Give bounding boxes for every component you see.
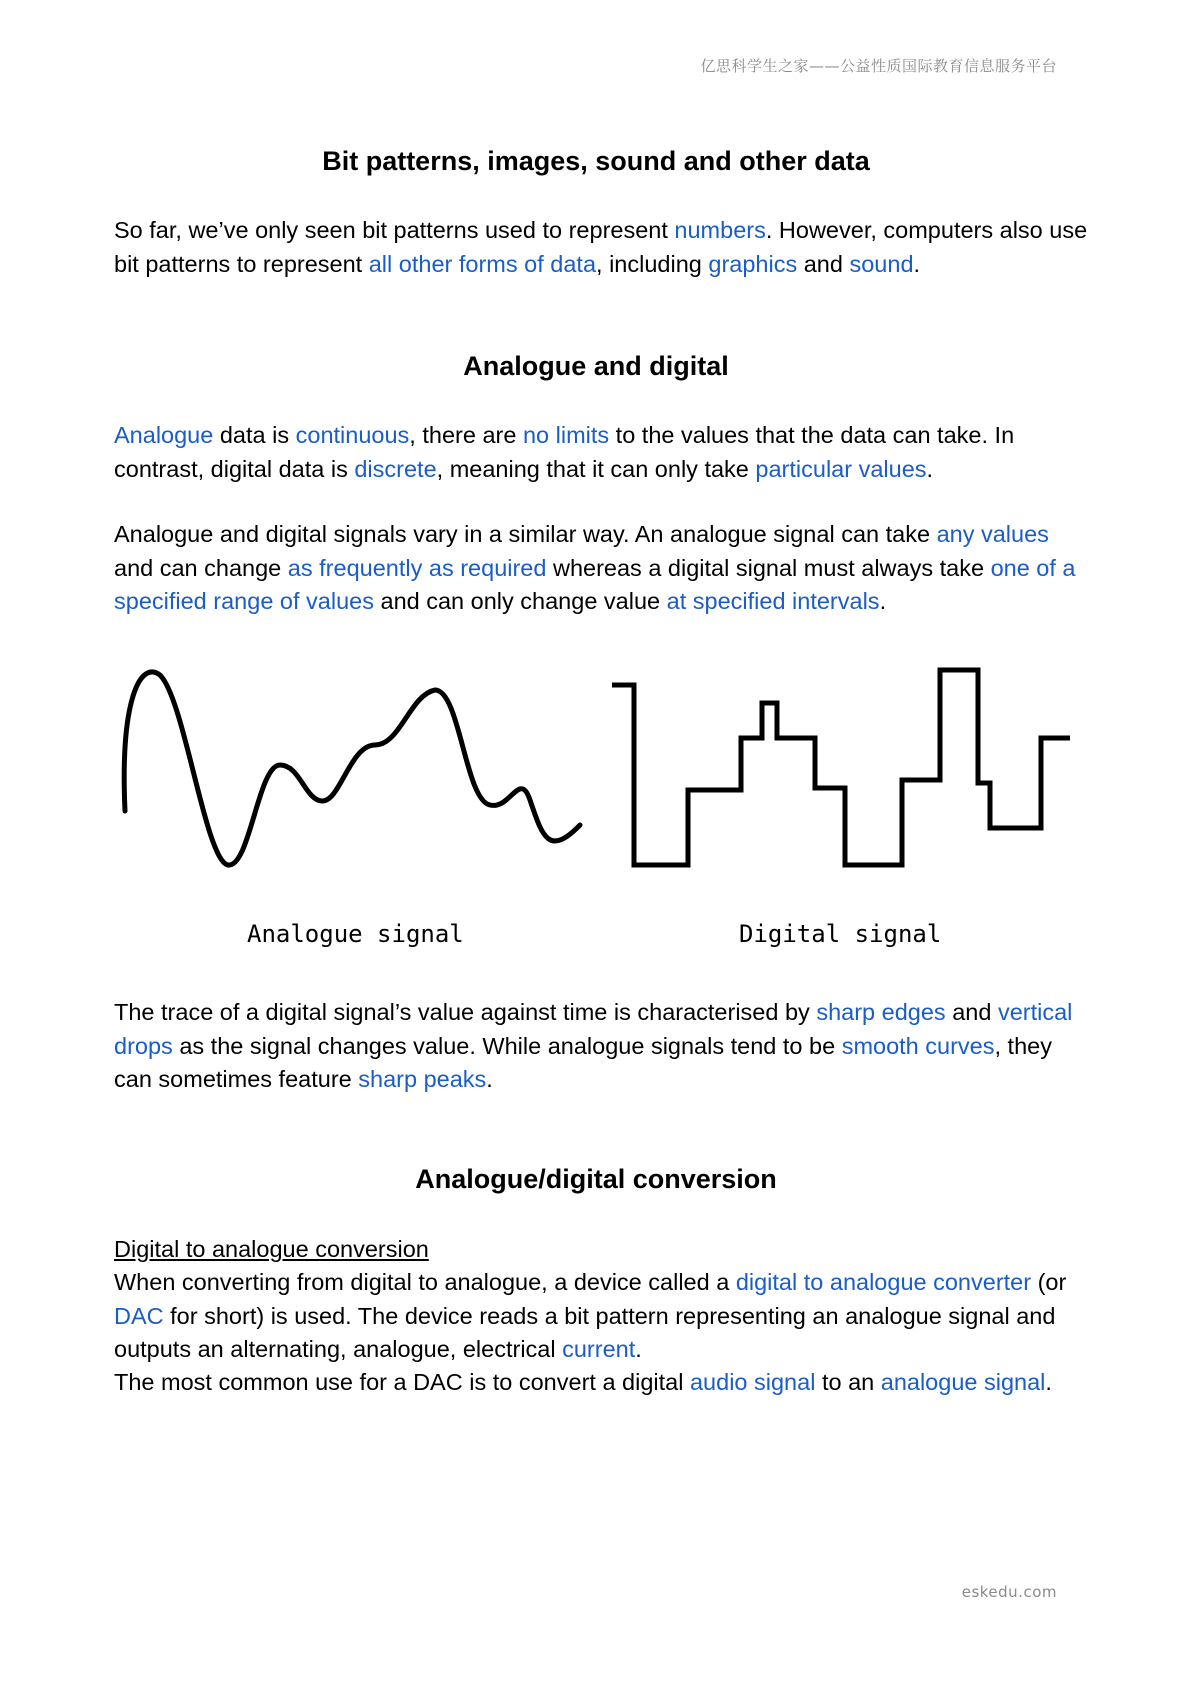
text: The most common use for a DAC is to convert a digital — [114, 1369, 690, 1395]
highlight-sharp-peaks: sharp peaks — [358, 1066, 487, 1092]
text: and — [945, 999, 998, 1025]
text: data is — [213, 422, 296, 448]
highlight-graphics: graphics — [708, 250, 798, 277]
text: . However, computers also use bit patterns to represent — [114, 217, 1088, 277]
highlight-analogue-signal: analogue signal — [880, 1369, 1046, 1395]
paragraph-dac — [114, 1266, 1094, 1367]
highlight-vertical-drops: vertical drops — [114, 999, 1073, 1059]
paragraph-dac-use — [114, 1366, 1094, 1400]
highlight-any-values: any values — [936, 521, 1049, 547]
text: to the values that the data can take. In contrast, digital data is — [114, 422, 1015, 482]
highlight-no-limits: no limits — [522, 422, 610, 448]
paragraph-analogue-definition — [114, 419, 1094, 486]
paragraph-bit-patterns — [114, 214, 1094, 281]
text: So far, we’ve only seen bit patterns used to represent — [114, 217, 675, 243]
highlight-sound: sound — [849, 250, 914, 277]
section-title-analogue-digital: Analogue and digital — [463, 351, 729, 381]
highlight-analogue: Analogue — [114, 422, 214, 448]
subheading-dac: Digital to analogue conversion — [114, 1236, 429, 1262]
text: for short) is used. The device reads a bit pattern representing an analogue signal and outputs an alternating, analogue, electrical — [114, 1302, 1056, 1362]
text: . — [879, 588, 887, 614]
highlight-specified-intervals: at specified intervals — [666, 588, 880, 614]
highlight-sharp-edges: sharp edges — [816, 999, 946, 1025]
highlight-particular-values: particular values — [755, 455, 927, 482]
analogue-wave — [124, 672, 580, 865]
digital-wave — [612, 670, 1070, 865]
highlight-all-other-forms: all other forms of data — [368, 250, 597, 277]
text: . — [913, 250, 921, 277]
section-title-conversion: Analogue/digital conversion — [415, 1164, 777, 1194]
text: and can only change value — [373, 588, 667, 614]
highlight-smooth-curves: smooth curves — [841, 1032, 995, 1059]
text: as the signal changes value. While analogue signals tend to be — [172, 1032, 842, 1059]
page-footer: eskedu.com — [961, 1583, 1057, 1601]
highlight-continuous: continuous — [295, 422, 410, 448]
highlight-specified-range: one of a specified range of values — [114, 554, 1076, 614]
text: . — [926, 455, 934, 482]
signals-figure — [0, 655, 1192, 915]
text: and — [797, 250, 850, 277]
text: , they can sometimes feature — [114, 1032, 1052, 1092]
paragraph-signals — [114, 518, 1094, 619]
highlight-dac-full: digital to analogue converter — [735, 1269, 1032, 1295]
text: Analogue and digital signals vary in a similar way. An analogue signal can take — [114, 521, 937, 547]
highlight-audio-signal: audio signal — [689, 1369, 816, 1395]
highlight-dac: DAC — [114, 1302, 164, 1329]
text: , including — [596, 250, 709, 277]
text: to an — [815, 1369, 881, 1395]
page-header: 亿思科学生之家——公益性质国际教育信息服务平台 — [700, 57, 1057, 75]
text: , there are — [409, 422, 523, 448]
text: , meaning that it can only take — [436, 455, 756, 482]
digital-signal-label: Digital signal — [739, 920, 942, 948]
section-title-bit-patterns: Bit patterns, images, sound and other data — [322, 146, 870, 176]
text: . — [635, 1336, 642, 1362]
text: . — [1045, 1369, 1052, 1395]
text: The trace of a digital signal’s value against time is characterised by — [114, 999, 817, 1025]
highlight-numbers: numbers — [674, 217, 766, 243]
highlight-as-frequently: as frequently as required — [287, 554, 547, 581]
paragraph-trace — [114, 996, 1094, 1097]
analogue-signal-label: Analogue signal — [247, 920, 464, 948]
text: . — [486, 1066, 493, 1092]
text: When converting from digital to analogue, a device called a — [114, 1269, 736, 1295]
text: (or — [1031, 1269, 1067, 1295]
highlight-discrete: discrete — [354, 455, 437, 482]
text: and can change — [114, 554, 288, 581]
text: whereas a digital signal must always take — [546, 554, 991, 581]
highlight-current: current — [562, 1336, 636, 1362]
